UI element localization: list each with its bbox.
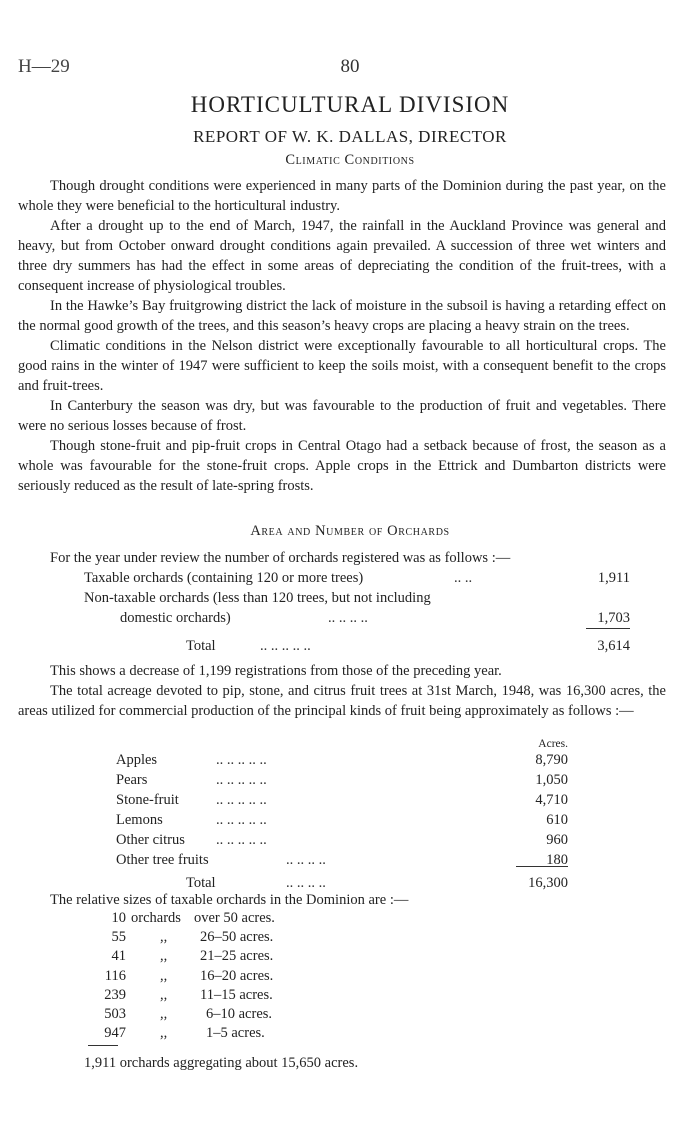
paragraph: Though drought conditions were experienced in many parts of the Dominion during the past year, on the whole they were beneficial to the horticultural industry. bbox=[18, 178, 666, 214]
table-row: Non-taxable orchards (less than 120 trees, but not including bbox=[84, 590, 431, 606]
paragraph: Climatic conditions in the Nelson district were exceptionally favourable to all horticultural crops. The good rains in the winter of 1947 were sufficient to keep the soils moist, with a consequent benefit to the crops and fruit-trees. bbox=[18, 338, 666, 394]
table-row: Apples .. .. .. .. .. 8,790 bbox=[116, 752, 568, 768]
table-row: Total .. .. .. .. 16,300 bbox=[186, 875, 568, 891]
document-reference: H—29 bbox=[18, 56, 70, 77]
report-subtitle: REPORT OF W. K. DALLAS, DIRECTOR bbox=[193, 127, 507, 146]
paragraph: After a drought up to the end of March, 1947, the rainfall in the Auckland Province was general and heavy, but from October onward drought conditions again prevailed. A succession of three wet winters and three dry summers has had the effect in some areas of depreciating the condition of the fruit-trees, with a consequent increase of physiological troubles. bbox=[18, 218, 666, 294]
list-item: 55 ,, 26–50 acres. bbox=[111, 929, 274, 946]
paragraph: The total acreage devoted to pip, stone, and citrus fruit trees at 31st March, 1948, was 16,300 acres, the areas utilized for commercial production of the principal kinds of fruit being approximately as follows :— bbox=[18, 683, 666, 719]
list-item: 947 ,, 1–5 acres. bbox=[104, 1025, 265, 1042]
table-row: Total .. .. .. .. .. 3,614 bbox=[186, 638, 630, 654]
table-row: Lemons .. .. .. .. .. 610 bbox=[116, 812, 568, 828]
orchard-sizes-list bbox=[100, 909, 320, 1043]
paragraph: This shows a decrease of 1,199 registrations from those of the preceding year. bbox=[50, 663, 502, 679]
sizes-total: 1,911 orchards aggregating about 15,650 acres. bbox=[84, 1055, 359, 1071]
acreage-text bbox=[18, 661, 666, 721]
list-item: 503 ,, 6–10 acres. bbox=[104, 1005, 273, 1022]
total-rule bbox=[88, 1045, 118, 1046]
section-heading-orchards: Area and Number of Orchards bbox=[250, 523, 450, 539]
page-number: 80 bbox=[340, 56, 360, 77]
section-heading-climatic: Climatic Conditions bbox=[285, 152, 415, 168]
table-row: Taxable orchards (containing 120 or more trees) .. .. 1,911 bbox=[84, 570, 630, 586]
paragraph: In the Hawke’s Bay fruitgrowing district the lack of moisture in the subsoil is having a retarding effect on the normal good growth of the trees, and this season’s heavy crops are placing a heavy strain on the trees. bbox=[18, 298, 666, 334]
paragraph: In Canterbury the season was dry, but was favourable to the production of fruit and vegetables. There were no serious losses because of frost. bbox=[18, 398, 666, 434]
table-row: Pears .. .. .. .. .. 1,050 bbox=[116, 772, 568, 788]
paragraph: Though stone-fruit and pip-fruit crops in Central Otago had a setback because of frost, the season as a whole was favourable for the stone-fruit crops. Apple crops in the Ettrick and Dumbarton districts were seriously reduced as the result of late-spring frosts. bbox=[18, 438, 666, 494]
total-rule bbox=[586, 628, 630, 629]
table-row: Other citrus .. .. .. .. .. 960 bbox=[116, 832, 568, 848]
registrations-intro: For the year under review the number of orchards registered was as follows :— bbox=[50, 550, 511, 566]
table-row: domestic orchards) .. .. .. .. 1,703 bbox=[120, 610, 630, 626]
fruit-acreage-table bbox=[116, 750, 568, 870]
registrations-table bbox=[84, 568, 630, 628]
table-row: Other tree fruits .. .. .. .. 180 bbox=[116, 852, 568, 868]
table-row: Stone-fruit .. .. .. .. .. 4,710 bbox=[116, 792, 568, 808]
list-item: 239 ,, 11–15 acres. bbox=[104, 986, 273, 1003]
climatic-conditions-text bbox=[18, 176, 666, 496]
list-item: 116 ,, 16–20 acres. bbox=[104, 967, 274, 984]
registrations-total bbox=[84, 636, 630, 656]
acres-header-row bbox=[116, 737, 568, 751]
list-item: 10 orchards over 50 acres. bbox=[111, 910, 275, 926]
sizes-intro: The relative sizes of taxable orchards in the Dominion are :— bbox=[50, 892, 409, 908]
total-rule bbox=[516, 866, 568, 867]
list-item: 41 ,, 21–25 acres. bbox=[111, 948, 274, 965]
acres-header: Acres. bbox=[538, 738, 568, 750]
page-title: HORTICULTURAL DIVISION bbox=[190, 92, 510, 117]
